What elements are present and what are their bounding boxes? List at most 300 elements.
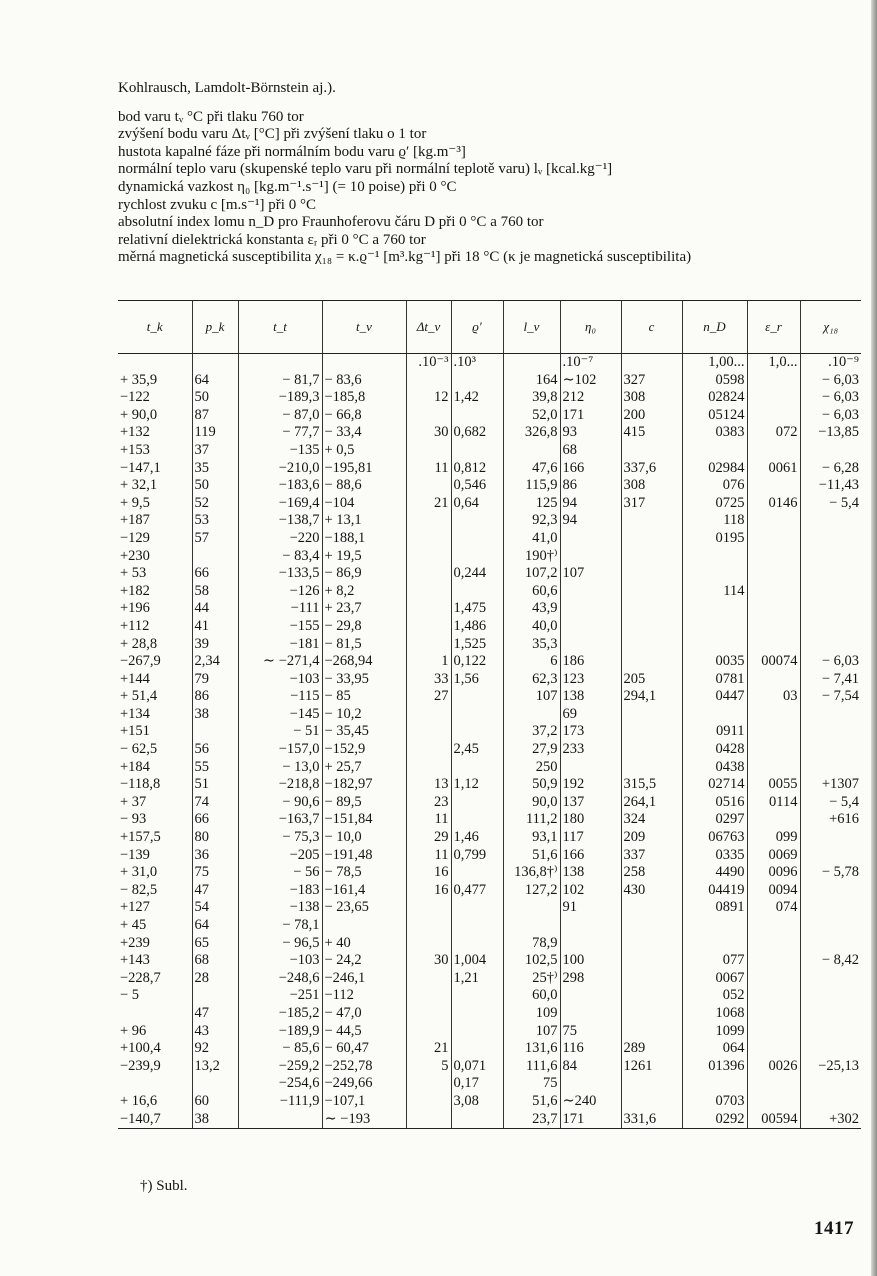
table-cell: 0,17 xyxy=(451,1075,503,1093)
table-cell xyxy=(621,1005,682,1023)
table-cell xyxy=(747,811,800,829)
table-cell: 0297 xyxy=(682,811,747,829)
table-cell: 37 xyxy=(192,442,238,460)
table-cell xyxy=(747,407,800,425)
table-cell: −169,4 xyxy=(238,495,322,513)
table-cell: + 8,2 xyxy=(322,583,406,601)
table-cell: 60,6 xyxy=(503,583,560,601)
table-cell: 192 xyxy=(560,776,621,794)
table-cell xyxy=(406,1111,451,1129)
table-cell: −189,9 xyxy=(238,1023,322,1041)
table-cell: 0,244 xyxy=(451,565,503,583)
table-cell: 0114 xyxy=(747,794,800,812)
table-cell: 02824 xyxy=(682,389,747,407)
table-cell: 86 xyxy=(560,477,621,495)
table-cell: 0035 xyxy=(682,653,747,671)
table-row xyxy=(118,477,861,495)
table-cell: 331,6 xyxy=(621,1111,682,1129)
table-cell: 60 xyxy=(192,1093,238,1111)
table-cell: 264,1 xyxy=(621,794,682,812)
table-cell: − 29,8 xyxy=(322,618,406,636)
table-cell: −218,8 xyxy=(238,776,322,794)
table-cell: 127,2 xyxy=(503,882,560,900)
footnote: †) Subl. xyxy=(140,1178,188,1194)
table-cell: − 33,4 xyxy=(322,424,406,442)
table-cell xyxy=(621,354,682,372)
table-cell xyxy=(747,1005,800,1023)
table-cell xyxy=(800,882,861,900)
table-cell xyxy=(451,811,503,829)
table-cell xyxy=(192,723,238,741)
table-cell: − 6,28 xyxy=(800,460,861,478)
table-cell xyxy=(406,759,451,777)
table-cell: − 8,42 xyxy=(800,952,861,970)
table-cell: 233 xyxy=(560,741,621,759)
table-cell: 35 xyxy=(192,460,238,478)
table-cell: −107,1 xyxy=(322,1093,406,1111)
table-cell: + 16,6 xyxy=(120,1092,158,1109)
table-cell: 1,21 xyxy=(451,970,503,988)
page-edge-shadow xyxy=(871,0,877,1276)
header-cell: t_t xyxy=(238,301,322,354)
table-cell xyxy=(451,407,503,425)
table-cell xyxy=(800,987,861,1005)
legend-line-dtv: zvýšení bodu varu Δtᵥ [°C] při zvýšení tlaku o 1 tor xyxy=(118,126,427,143)
table-cell: + 19,5 xyxy=(322,548,406,566)
table-cell: 57 xyxy=(192,530,238,548)
table-cell xyxy=(621,759,682,777)
table-cell: −185,2 xyxy=(238,1005,322,1023)
table-cell xyxy=(682,548,747,566)
table-cell: + 28,8 xyxy=(120,635,158,652)
table-cell: 37,2 xyxy=(503,723,560,741)
table-cell xyxy=(406,600,451,618)
table-cell xyxy=(747,565,800,583)
table-row xyxy=(118,829,861,847)
table-cell: 62,3 xyxy=(503,671,560,689)
table-cell: 0703 xyxy=(682,1093,747,1111)
table-row xyxy=(118,671,861,689)
table-cell: −251 xyxy=(238,987,322,1005)
table-cell xyxy=(747,759,800,777)
table-cell xyxy=(451,935,503,953)
table-cell: 1,00... xyxy=(682,354,747,372)
table-cell: − 47,0 xyxy=(322,1005,406,1023)
table-cell: −138,7 xyxy=(238,512,322,530)
table-cell: 0,071 xyxy=(451,1058,503,1076)
table-cell xyxy=(451,1040,503,1058)
table-cell: − 87,0 xyxy=(238,407,322,425)
table-cell xyxy=(747,372,800,390)
table-cell: + 37 xyxy=(120,793,147,810)
table-cell xyxy=(747,970,800,988)
table-cell: 114 xyxy=(682,583,747,601)
table-cell: − 7,41 xyxy=(800,671,861,689)
table-cell xyxy=(451,512,503,530)
table-cell: .10⁻³ xyxy=(406,354,451,372)
table-cell xyxy=(800,1075,861,1093)
table-cell: −104 xyxy=(322,495,406,513)
table-row xyxy=(118,1111,861,1129)
table-cell xyxy=(747,512,800,530)
table-cell: − 6,03 xyxy=(800,389,861,407)
table-cell: 92 xyxy=(192,1040,238,1058)
table-cell: +302 xyxy=(800,1111,861,1129)
table-cell xyxy=(322,917,406,935)
table-cell: 107,2 xyxy=(503,565,560,583)
table-cell xyxy=(621,442,682,460)
table-cell: +616 xyxy=(800,811,861,829)
table-cell xyxy=(800,442,861,460)
table-cell xyxy=(747,636,800,654)
table-cell: 0,546 xyxy=(451,477,503,495)
table-cell: 324 xyxy=(621,811,682,829)
table-cell: 29 xyxy=(406,829,451,847)
table-cell xyxy=(406,1093,451,1111)
table-cell: 51,6 xyxy=(503,847,560,865)
table-cell: −112 xyxy=(322,987,406,1005)
table-cell: 90,0 xyxy=(503,794,560,812)
table-cell: 27 xyxy=(406,688,451,706)
table-cell: 38 xyxy=(192,706,238,724)
table-cell: 11 xyxy=(406,811,451,829)
table-cell: 28 xyxy=(192,970,238,988)
table-cell: ∼ −193 xyxy=(322,1111,406,1129)
table-cell: −183 xyxy=(238,882,322,900)
table-cell xyxy=(406,407,451,425)
table-cell: 50,9 xyxy=(503,776,560,794)
table-cell: − 60,47 xyxy=(322,1040,406,1058)
table-cell: 64 xyxy=(192,917,238,935)
table-cell xyxy=(621,1093,682,1111)
table-cell: 0516 xyxy=(682,794,747,812)
table-cell: 75 xyxy=(503,1075,560,1093)
table-cell xyxy=(560,987,621,1005)
table-cell: −25,13 xyxy=(800,1058,861,1076)
table-cell xyxy=(800,618,861,636)
header-row xyxy=(118,301,861,354)
table-cell: −188,1 xyxy=(322,530,406,548)
table-cell xyxy=(451,530,503,548)
legend-line-tv: bod varu tᵥ °C při tlaku 760 tor xyxy=(118,108,304,125)
table-cell: 294,1 xyxy=(621,688,682,706)
table-cell: − 82,5 xyxy=(120,881,158,898)
table-cell: ∼ −271,4 xyxy=(238,653,322,671)
table-cell: 1,004 xyxy=(451,952,503,970)
table-cell: −181 xyxy=(238,636,322,654)
table-cell: −13,85 xyxy=(800,424,861,442)
table-cell: 43 xyxy=(192,1023,238,1041)
header-cell: l_v xyxy=(503,301,560,354)
table-cell xyxy=(747,548,800,566)
table-cell: 11 xyxy=(406,847,451,865)
table-cell: 5 xyxy=(406,1058,451,1076)
table-cell: −118,8 xyxy=(120,776,161,793)
legend-line-viscosity: dynamická vazkost η₀ [kg.m⁻¹.s⁻¹] (= 10 poise) při 0 °C xyxy=(118,178,457,195)
table-cell xyxy=(747,987,800,1005)
table-cell: 115,9 xyxy=(503,477,560,495)
table-cell xyxy=(621,952,682,970)
table-cell: 258 xyxy=(621,864,682,882)
table-cell xyxy=(800,935,861,953)
table-cell: 55 xyxy=(192,759,238,777)
legend-line-heat: normální teplo varu (skupenské teplo varu při normální teplotě varu) lᵥ [kcal.kg⁻¹] xyxy=(118,161,613,178)
header-cell: t_k xyxy=(118,301,192,354)
table-cell: − 13,0 xyxy=(238,759,322,777)
table-row xyxy=(118,1023,861,1041)
table-cell: 212 xyxy=(560,389,621,407)
table-cell xyxy=(406,935,451,953)
table-row xyxy=(118,970,861,988)
table-cell xyxy=(747,530,800,548)
table-cell: 52,0 xyxy=(503,407,560,425)
table-cell: − 89,5 xyxy=(322,794,406,812)
table-cell: 116 xyxy=(560,1040,621,1058)
table-cell: 0,477 xyxy=(451,882,503,900)
table-cell xyxy=(560,759,621,777)
table-cell: −161,4 xyxy=(322,882,406,900)
table-cell xyxy=(800,723,861,741)
table-cell: 0069 xyxy=(747,847,800,865)
table-cell: 12 xyxy=(406,389,451,407)
table-row xyxy=(118,530,861,548)
table-cell xyxy=(192,354,238,372)
table-row xyxy=(118,723,861,741)
table-cell: −210,0 xyxy=(238,460,322,478)
table-cell: 1,46 xyxy=(451,829,503,847)
table-cell: + 9,5 xyxy=(120,494,150,511)
table-cell: 109 xyxy=(503,1005,560,1023)
table-cell: 86 xyxy=(192,688,238,706)
table-cell: 138 xyxy=(560,688,621,706)
table-cell xyxy=(451,442,503,460)
table-cell: 56 xyxy=(192,741,238,759)
table-cell: 0146 xyxy=(747,495,800,513)
table-cell: 171 xyxy=(560,1111,621,1129)
table-cell: 64 xyxy=(192,372,238,390)
table-cell: 05124 xyxy=(682,407,747,425)
table-cell: +143 xyxy=(120,952,150,969)
table-cell xyxy=(406,987,451,1005)
table-cell xyxy=(800,899,861,917)
table-cell: 13,2 xyxy=(192,1058,238,1076)
table-cell xyxy=(406,899,451,917)
table-cell xyxy=(451,688,503,706)
table-cell xyxy=(560,636,621,654)
table-cell xyxy=(800,548,861,566)
table-cell: − 56 xyxy=(238,864,322,882)
table-cell: +153 xyxy=(120,441,150,458)
table-cell: +1307 xyxy=(800,776,861,794)
table-cell: 66 xyxy=(192,811,238,829)
table-row xyxy=(118,1093,861,1111)
table-cell: 40,0 xyxy=(503,618,560,636)
table-cell xyxy=(406,618,451,636)
table-cell xyxy=(747,935,800,953)
table-cell: 099 xyxy=(747,829,800,847)
table-cell: 0781 xyxy=(682,671,747,689)
table-cell xyxy=(621,1023,682,1041)
table-cell: − 86,9 xyxy=(322,565,406,583)
table-cell: − 96,5 xyxy=(238,935,322,953)
table-cell: + 13,1 xyxy=(322,512,406,530)
table-cell: −135 xyxy=(238,442,322,460)
table-cell: 74 xyxy=(192,794,238,812)
table-cell: 30 xyxy=(406,424,451,442)
table-cell: 1068 xyxy=(682,1005,747,1023)
table-cell: ∼102 xyxy=(560,372,621,390)
table-cell: .10⁻⁹ xyxy=(800,354,861,372)
table-cell: −155 xyxy=(238,618,322,636)
table-cell: −11,43 xyxy=(800,477,861,495)
table-cell: 1,42 xyxy=(451,389,503,407)
table-cell: − 6,03 xyxy=(800,407,861,425)
table-row xyxy=(118,706,861,724)
table-cell xyxy=(621,565,682,583)
table-cell xyxy=(406,741,451,759)
table-cell: +157,5 xyxy=(120,829,161,846)
table-cell: − 88,6 xyxy=(322,477,406,495)
table-cell: + 25,7 xyxy=(322,759,406,777)
table-cell: − 77,7 xyxy=(238,424,322,442)
table-cell xyxy=(451,759,503,777)
table-cell: 173 xyxy=(560,723,621,741)
table-cell: −268,94 xyxy=(322,653,406,671)
table-cell xyxy=(192,1075,238,1093)
table-cell: 27,9 xyxy=(503,741,560,759)
table-cell: 79 xyxy=(192,671,238,689)
table-cell xyxy=(621,987,682,1005)
table-cell xyxy=(800,706,861,724)
table-cell xyxy=(800,829,861,847)
header-cell: χ₁₈ xyxy=(800,301,861,354)
table-cell: −115 xyxy=(238,688,322,706)
table-cell: − 81,7 xyxy=(238,372,322,390)
table-cell xyxy=(621,530,682,548)
table-cell: −122 xyxy=(120,389,150,406)
table-cell: 074 xyxy=(747,899,800,917)
table-cell: 25†⁾ xyxy=(503,970,560,988)
table-cell: 1,525 xyxy=(451,636,503,654)
table-cell: 03 xyxy=(747,688,800,706)
table-cell: −254,6 xyxy=(238,1075,322,1093)
table-cell xyxy=(800,1023,861,1041)
table-cell: −248,6 xyxy=(238,970,322,988)
table-cell xyxy=(621,636,682,654)
table-cell xyxy=(747,583,800,601)
legend-line-index: absolutní index lomu n_D pro Fraunhoferovu čáru D při 0 °C a 760 tor xyxy=(118,214,544,231)
table-cell: − 35,45 xyxy=(322,723,406,741)
table-cell: −103 xyxy=(238,952,322,970)
table-row xyxy=(118,882,861,900)
table-cell xyxy=(406,372,451,390)
table-cell: − 81,5 xyxy=(322,636,406,654)
table-cell xyxy=(406,548,451,566)
table-cell xyxy=(451,706,503,724)
table-cell: 117 xyxy=(560,829,621,847)
table-cell: − 51 xyxy=(238,723,322,741)
table-cell: 3,08 xyxy=(451,1093,503,1111)
table-cell xyxy=(621,723,682,741)
table-cell xyxy=(560,600,621,618)
table-cell: 35,3 xyxy=(503,636,560,654)
table-cell: 327 xyxy=(621,372,682,390)
table-cell: 107 xyxy=(560,565,621,583)
table-cell: 1,56 xyxy=(451,671,503,689)
table-cell: 41,0 xyxy=(503,530,560,548)
table-row xyxy=(118,495,861,513)
table-cell: +134 xyxy=(120,705,150,722)
table-cell: 111,2 xyxy=(503,811,560,829)
table-row xyxy=(118,952,861,970)
table-cell xyxy=(406,723,451,741)
table-row xyxy=(118,917,861,935)
legend-line-susceptibility: měrná magnetická susceptibilita χ₁₈ = κ.ϱ⁻¹ [m³.kg⁻¹] při 18 °C (κ je magnetická susceptibilita) xyxy=(118,249,692,266)
table-cell: 1099 xyxy=(682,1023,747,1041)
table-cell: 92,3 xyxy=(503,512,560,530)
table-cell: − 5,4 xyxy=(800,495,861,513)
table-row xyxy=(118,1005,861,1023)
table-cell: −185,8 xyxy=(322,389,406,407)
table-cell: 200 xyxy=(621,407,682,425)
table-cell: − 90,6 xyxy=(238,794,322,812)
table-cell xyxy=(621,548,682,566)
table-cell: 60,0 xyxy=(503,987,560,1005)
table-cell xyxy=(747,1075,800,1093)
table-cell: 0,812 xyxy=(451,460,503,478)
table-cell: 205 xyxy=(621,671,682,689)
table-cell: − 33,95 xyxy=(322,671,406,689)
table-cell: 100 xyxy=(560,952,621,970)
table-cell xyxy=(621,917,682,935)
table-cell: 1,0... xyxy=(747,354,800,372)
table-cell xyxy=(503,917,560,935)
table-cell xyxy=(682,442,747,460)
table-cell: 0725 xyxy=(682,495,747,513)
table-cell: 69 xyxy=(560,706,621,724)
table-cell xyxy=(451,917,503,935)
table-cell: + 40 xyxy=(322,935,406,953)
table-cell xyxy=(682,935,747,953)
table-row xyxy=(118,1040,861,1058)
table-cell xyxy=(451,372,503,390)
table-cell: 125 xyxy=(503,495,560,513)
table-cell xyxy=(800,1093,861,1111)
legend-line-dielectric: relativní dielektrická konstanta εᵣ při 0 °C a 760 tor xyxy=(118,231,426,248)
table-cell xyxy=(451,583,503,601)
table-cell: 136,8†⁾ xyxy=(503,864,560,882)
table-cell: + 32,1 xyxy=(120,477,158,494)
table-cell: ∼240 xyxy=(560,1093,621,1111)
table-cell xyxy=(621,600,682,618)
table-cell: 38 xyxy=(192,1111,238,1129)
table-row xyxy=(118,389,861,407)
table-cell: 123 xyxy=(560,671,621,689)
table-cell: 064 xyxy=(682,1040,747,1058)
table-cell: −111 xyxy=(238,600,322,618)
table-cell: 23,7 xyxy=(503,1111,560,1129)
table-cell xyxy=(406,706,451,724)
table-row xyxy=(118,1075,861,1093)
table-cell xyxy=(800,1005,861,1023)
table-cell: 13 xyxy=(406,776,451,794)
table-cell xyxy=(621,512,682,530)
table-cell: −239,9 xyxy=(120,1057,161,1074)
table-cell: 076 xyxy=(682,477,747,495)
table-cell: +112 xyxy=(120,617,150,634)
table-cell xyxy=(406,636,451,654)
table-row xyxy=(118,794,861,812)
